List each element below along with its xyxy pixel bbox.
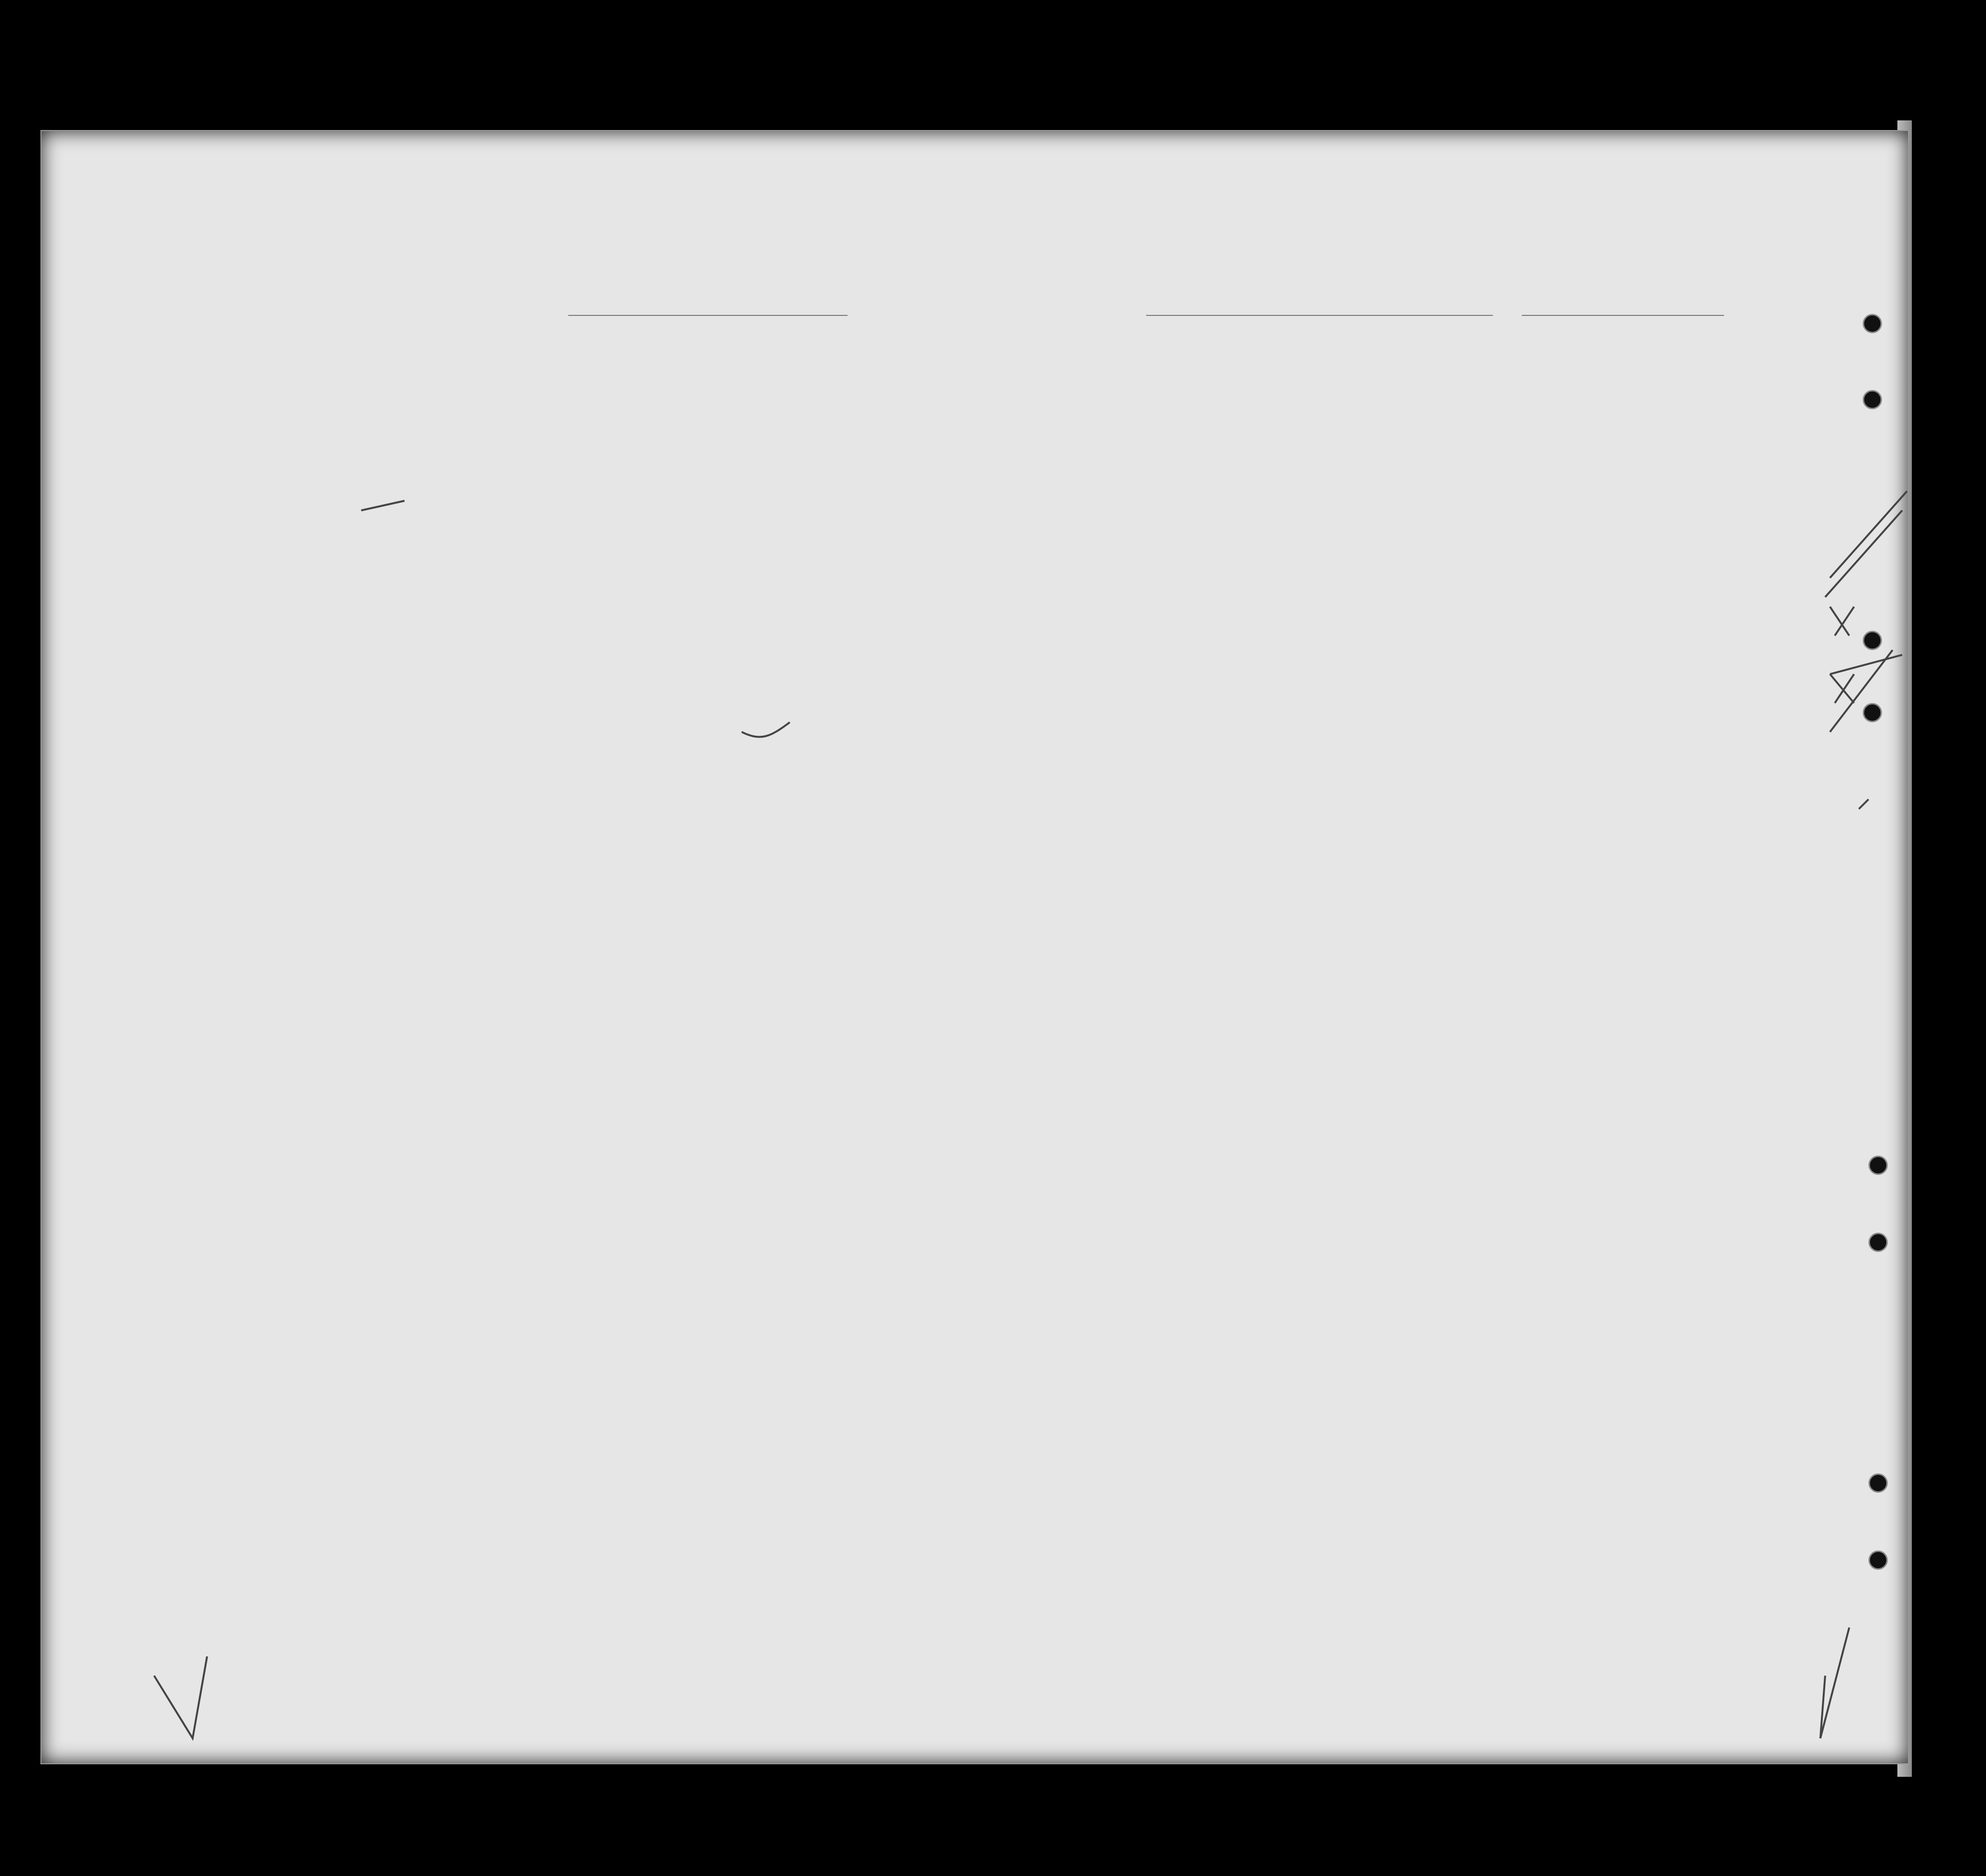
check-row-4 bbox=[1830, 655, 1902, 674]
binder-hole bbox=[1863, 314, 1882, 333]
check-row-2 bbox=[1825, 510, 1902, 597]
binder-hole bbox=[1863, 631, 1882, 650]
tick-lang-6 bbox=[742, 722, 790, 737]
tick-mark-right bbox=[1820, 1628, 1849, 1738]
check-row-1 bbox=[1830, 491, 1907, 578]
binder-hole bbox=[1863, 703, 1882, 722]
binder-hole bbox=[1868, 1550, 1888, 1570]
binder-hole bbox=[1868, 1473, 1888, 1493]
tick-mark-left bbox=[154, 1656, 207, 1738]
binder-hole bbox=[1868, 1233, 1888, 1252]
binder-hole bbox=[1863, 390, 1882, 409]
dash-mark bbox=[1859, 799, 1868, 809]
cross-row-5 bbox=[1830, 674, 1854, 703]
binder-hole bbox=[1868, 1156, 1888, 1175]
scribble-row-1 bbox=[361, 501, 405, 510]
cross-row-3 bbox=[1830, 607, 1854, 636]
check-row-6 bbox=[1830, 650, 1893, 732]
